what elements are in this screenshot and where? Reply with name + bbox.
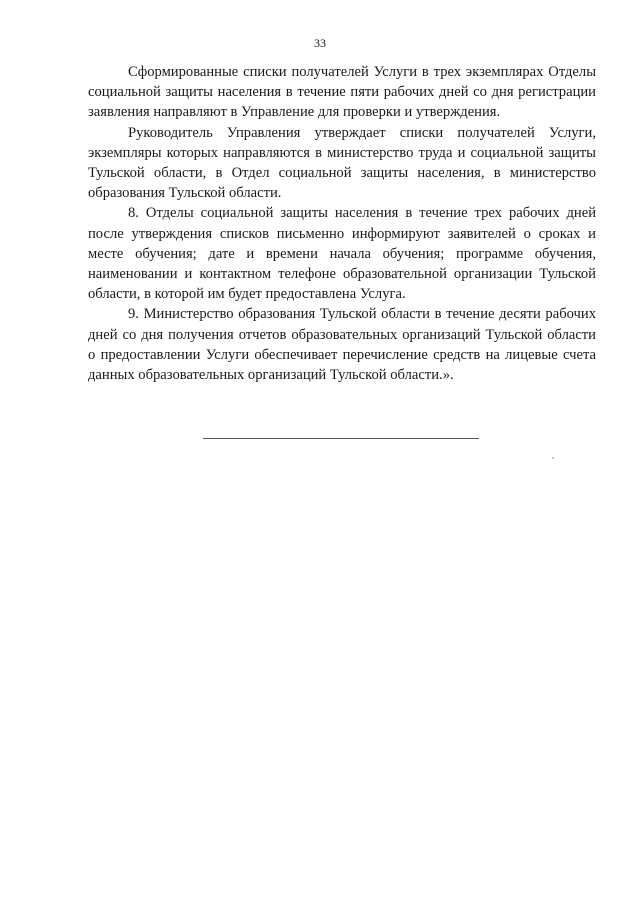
- paragraph-item-9: 9. Министерство образования Тульской области в течение десяти рабочих дней со дня получения отчетов образовательных организаций Тульской области о предоставлении Услуги обеспечивает перечисление средств на лицевые счета данных образовательных организаций Тульской области.».: [88, 306, 596, 384]
- page-number: 33: [314, 36, 326, 50]
- closing-rule-divider: [203, 438, 479, 439]
- paragraph-lists-approval: Руководитель Управления утверждает списки получателей Услуги, экземпляры которых направляются в министерство труда и социальной защиты Тульской области, в Отдел социальной защиты населения, в министерство образования Тульской области.: [88, 124, 596, 202]
- paragraph-item-8: 8. Отделы социальной защиты населения в течение трех рабочих дней после утверждения списков письменно информируют заявителей о сроках и месте обучения; дате и времени начала обучения; программе обучения, наименовании и контактном телефоне образовательной организации Тульской области, в которой им будет предоставлена Услуга.: [88, 205, 596, 303]
- paragraph-lists-formation: Сформированные списки получателей Услуги в трех экземплярах Отделы социальной защиты населения в течение пяти рабочих дней со дня регистрации заявления направляют в Управление для проверки и утверждения.: [88, 64, 596, 121]
- scan-speck: [552, 457, 554, 459]
- document-body: [88, 62, 596, 385]
